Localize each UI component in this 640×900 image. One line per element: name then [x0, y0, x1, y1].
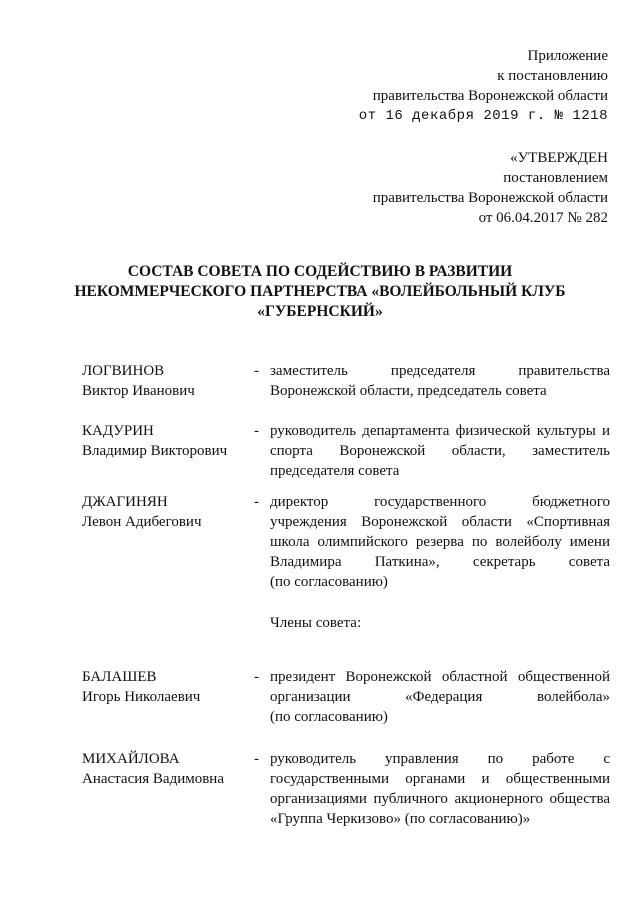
appendix-date-number: от 16 декабря 2019 г. № 1218 [358, 108, 608, 124]
person-given-names: Игорь Николаевич [82, 689, 201, 705]
appendix-line-1: Приложение [527, 48, 608, 64]
appendix-line-2: к постановлению [497, 68, 608, 84]
position-line: организациями публичного акционерного общества [270, 791, 610, 807]
position-line: спорта Воронежской области, заместитель [270, 443, 610, 459]
person-given-names: Виктор Иванович [82, 383, 195, 399]
position-line: заместитель председателя правительства [270, 363, 610, 379]
position-line: школа олимпийского резерва по волейболу имени [270, 534, 610, 550]
person-name [82, 492, 252, 532]
position-line: директор государственного бюджетного [270, 494, 610, 510]
position-line: организации «Федерация волейбола» [270, 689, 610, 705]
entry-dash: - [254, 423, 259, 439]
person-given-names: Левон Адибегович [82, 514, 202, 530]
document-title [70, 262, 570, 322]
person-surname: БАЛАШЕВ [82, 669, 157, 685]
position-line: Воронежской области, председатель совета [270, 383, 547, 399]
position-line: государственными органами и общественными [270, 771, 610, 787]
appendix-header [359, 46, 608, 126]
members-heading: Члены совета: [270, 615, 362, 631]
position-line: Владимира Паткина», секретарь совета [270, 554, 610, 570]
title-line-2: НЕКОММЕРЧЕСКОГО ПАРТНЕРСТВА «ВОЛЕЙБОЛЬНЫЙ КЛУБ [74, 283, 566, 300]
person-position [270, 361, 610, 401]
person-given-names: Анастасия Вадимовна [82, 771, 224, 787]
position-line: (по согласованию) [270, 574, 388, 590]
position-line: председателя совета [270, 463, 400, 479]
person-position [270, 749, 610, 829]
position-line: руководитель департамента физической культуры и [270, 423, 610, 439]
person-name [82, 667, 252, 707]
approved-header [373, 148, 608, 228]
person-name [82, 361, 252, 401]
entry-dash: - [254, 363, 259, 379]
position-line: (по согласованию) [270, 709, 388, 725]
person-position [270, 492, 610, 592]
title-line-1: СОСТАВ СОВЕТА ПО СОДЕЙСТВИЮ В РАЗВИТИИ [127, 263, 513, 280]
entry-dash: - [254, 669, 259, 685]
approved-line-4: от 06.04.2017 № 282 [478, 210, 608, 226]
approved-line-3: правительства Воронежской области [372, 190, 608, 206]
position-line: президент Воронежской областной общественной [270, 669, 610, 685]
person-surname: ДЖАГИНЯН [82, 494, 168, 510]
person-position [270, 667, 610, 727]
approved-line-2: постановлением [503, 170, 608, 186]
approved-line-1: «УТВЕРЖДЕН [510, 150, 608, 166]
position-line: учреждения Воронежской области «Спортивная [270, 514, 610, 530]
person-name [82, 421, 252, 461]
position-line: руководитель управления по работе с [270, 751, 610, 767]
person-surname: ЛОГВИНОВ [82, 363, 165, 379]
person-surname: КАДУРИН [82, 423, 154, 439]
person-position [270, 421, 610, 481]
person-name [82, 749, 252, 789]
person-given-names: Владимир Викторович [82, 443, 228, 459]
appendix-line-3: правительства Воронежской области [372, 88, 608, 104]
person-surname: МИХАЙЛОВА [82, 751, 180, 767]
entry-dash: - [254, 494, 259, 510]
position-line: «Группа Черкизово» (по согласованию)» [270, 811, 531, 827]
title-line-3: «ГУБЕРНСКИЙ» [257, 303, 383, 320]
entry-dash: - [254, 751, 259, 767]
